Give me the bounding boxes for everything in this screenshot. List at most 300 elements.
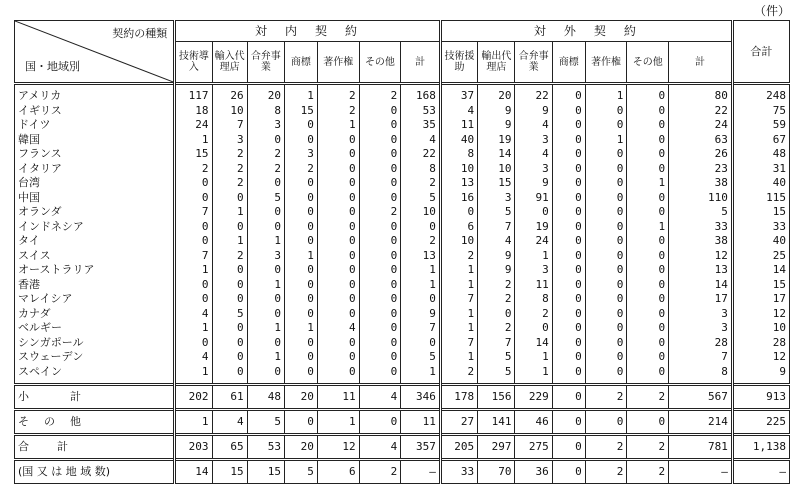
cell-value: 35 xyxy=(422,118,436,131)
cell-value: 0 xyxy=(658,263,666,276)
cell-value: 0 xyxy=(616,321,624,334)
cell-value: 567 xyxy=(669,385,733,410)
cell-value: 0 xyxy=(575,321,582,334)
cell-value: 1 xyxy=(467,263,475,276)
country-name: インドネシア xyxy=(18,219,84,233)
cell-value: 0 xyxy=(627,410,669,435)
domestic-group-header: 対 内 契 約 xyxy=(175,21,441,42)
subtotal-row xyxy=(15,385,790,410)
cell-value: 0 xyxy=(201,176,209,189)
cell-value: 0 xyxy=(307,263,314,276)
cell-value: 2 xyxy=(274,161,281,175)
value-column xyxy=(359,84,401,385)
cell-value: 248 xyxy=(766,89,786,102)
cell-value: 7 xyxy=(237,118,244,131)
cell-value: 2 xyxy=(237,248,244,262)
cell-value: 2 xyxy=(274,147,281,160)
cell-value: 0 xyxy=(274,364,281,378)
cell-value: 0 xyxy=(307,364,314,378)
cell-value: 275 xyxy=(515,435,552,460)
col-header: 技術援助 xyxy=(440,42,477,84)
total-row xyxy=(15,435,790,460)
cell-value: 141 xyxy=(478,410,515,435)
col-header: その他 xyxy=(627,42,669,84)
cell-value: 0 xyxy=(237,321,244,334)
cell-value: 2 xyxy=(237,161,244,175)
cell-value: 0 xyxy=(616,118,624,131)
country-name: シンガポール xyxy=(18,335,84,349)
cell-value: 0 xyxy=(658,248,666,262)
cell-value: 1 xyxy=(658,219,666,233)
cell-value: 5 xyxy=(429,190,436,204)
col-header: 合弁事業 xyxy=(515,42,552,84)
cell-value: 0 xyxy=(575,205,582,218)
cell-value: 0 xyxy=(390,103,398,117)
cell-value: 0 xyxy=(575,364,582,378)
cell-value: 9 xyxy=(542,176,549,189)
cell-value: 0 xyxy=(658,306,666,320)
value-column xyxy=(732,84,789,385)
cell-value: 15 xyxy=(772,205,786,218)
cell-value: 0 xyxy=(658,234,666,247)
unit-label: （件） xyxy=(753,4,790,18)
cell-value: 4 xyxy=(467,103,475,117)
cell-value: 6 xyxy=(467,219,475,233)
cell-value: 5 xyxy=(721,205,728,218)
cell-value: 53 xyxy=(422,103,436,117)
cell-value: 11 xyxy=(317,385,359,410)
cell-value: 0 xyxy=(542,205,549,218)
cell-value: 1 xyxy=(429,277,436,291)
country-name: フランス xyxy=(18,147,62,160)
cell-value: 8 xyxy=(274,103,281,117)
country-name: オーストラリア xyxy=(18,263,95,276)
cell-value: 2 xyxy=(585,385,627,410)
cell-value: 0 xyxy=(274,306,281,320)
cell-value: 2 xyxy=(201,161,209,175)
cell-value: 0 xyxy=(616,292,624,305)
cell-value: 0 xyxy=(359,410,401,435)
cell-value: 10 xyxy=(460,161,475,175)
cell-value: 9 xyxy=(504,118,512,131)
cell-value: 40 xyxy=(772,234,786,247)
cell-value: 48 xyxy=(247,385,284,410)
cell-value: 15 xyxy=(772,277,786,291)
cell-value: 1 xyxy=(274,321,281,334)
cell-value: 0 xyxy=(307,219,314,233)
cell-value: 0 xyxy=(575,118,582,131)
cell-value: 25 xyxy=(772,248,786,262)
cell-value: 12 xyxy=(317,435,359,460)
cell-value: 1 xyxy=(542,350,549,363)
cell-value: 0 xyxy=(237,190,244,204)
cell-value: 8 xyxy=(429,161,436,175)
cell-value: 28 xyxy=(772,335,786,349)
cell-value: 0 xyxy=(201,219,209,233)
cell-value: 0 xyxy=(201,234,209,247)
cell-value: 3 xyxy=(237,132,244,146)
cell-value: 4 xyxy=(542,147,549,160)
cell-value: 1 xyxy=(542,364,549,378)
cell-value: 61 xyxy=(212,385,247,410)
col-header: 著作権 xyxy=(585,42,627,84)
cell-value: 0 xyxy=(616,176,624,189)
cell-value: 33 xyxy=(440,460,477,484)
cell-value: 17 xyxy=(772,292,786,305)
cell-value: 14 xyxy=(714,277,728,291)
cell-value: 0 xyxy=(348,190,356,204)
cell-value: 67 xyxy=(772,132,786,146)
cell-value: 2 xyxy=(627,435,669,460)
cell-value: 0 xyxy=(237,292,244,305)
cell-value: 8 xyxy=(542,292,549,305)
cell-value: 2 xyxy=(627,460,669,484)
cell-value: 0 xyxy=(658,103,666,117)
cell-value: 0 xyxy=(575,190,582,204)
cell-value: 0 xyxy=(575,89,582,102)
cell-value: 8 xyxy=(467,147,475,160)
cell-value: 0 xyxy=(237,335,244,349)
cell-value: 0 xyxy=(658,335,666,349)
cell-value: 36 xyxy=(515,460,552,484)
cell-value: 0 xyxy=(390,306,398,320)
cell-value: 0 xyxy=(658,364,666,378)
cell-value: 0 xyxy=(201,277,209,291)
cell-value: 10 xyxy=(772,321,786,334)
cell-value: 225 xyxy=(732,410,789,435)
cell-value: 7 xyxy=(721,350,728,363)
other-row xyxy=(15,410,790,435)
cell-value: 0 xyxy=(658,190,666,204)
cell-value: 3 xyxy=(274,118,281,131)
cell-value: 1 xyxy=(201,132,209,146)
cell-value: 11 xyxy=(401,410,441,435)
col-header: 計 xyxy=(669,42,733,84)
grand-total-header: 合計 xyxy=(732,21,789,84)
cell-value: 214 xyxy=(669,410,733,435)
col-header: 合弁事業 xyxy=(247,42,284,84)
cell-value: 15 xyxy=(300,103,314,117)
cell-value: 3 xyxy=(542,132,549,146)
cell-value: 115 xyxy=(766,190,786,204)
cell-value: 75 xyxy=(772,103,786,117)
country-name: アメリカ xyxy=(18,89,62,102)
cell-value: 0 xyxy=(658,132,666,146)
cell-value: 65 xyxy=(212,435,247,460)
cell-value: 7 xyxy=(201,248,209,262)
cell-value: 1 xyxy=(542,248,549,262)
cell-value: 23 xyxy=(714,161,728,175)
cell-value: 38 xyxy=(714,234,728,247)
foreign-group-header: 対 外 契 約 xyxy=(440,21,732,42)
cell-value: 0 xyxy=(658,147,666,160)
cell-value: 0 xyxy=(616,306,624,320)
country-name: 香港 xyxy=(18,277,40,291)
cell-value: 15 xyxy=(212,460,247,484)
cell-value: 0 xyxy=(237,219,244,233)
cell-value: 1 xyxy=(307,321,314,334)
value-column xyxy=(317,84,359,385)
cell-value: 0 xyxy=(575,132,582,146)
cell-value: 0 xyxy=(390,335,398,349)
cell-value: 0 xyxy=(348,306,356,320)
cell-value: 3 xyxy=(542,161,549,175)
cell-value: 3 xyxy=(307,147,314,160)
col-header: 商標 xyxy=(552,42,585,84)
cell-value: 913 xyxy=(732,385,789,410)
cell-value: 297 xyxy=(478,435,515,460)
cell-value: 0 xyxy=(616,147,624,160)
cell-value: 7 xyxy=(467,335,475,349)
cell-value: 7 xyxy=(504,335,512,349)
country-name: ドイツ xyxy=(18,118,51,131)
cell-value: 0 xyxy=(307,176,314,189)
cell-value: 0 xyxy=(658,89,666,102)
cell-value: 26 xyxy=(714,147,728,160)
cell-value: 0 xyxy=(201,335,209,349)
cell-value: 0 xyxy=(616,263,624,276)
cell-value: 0 xyxy=(348,248,356,262)
col-header: 商標 xyxy=(284,42,317,84)
cell-value: 0 xyxy=(274,292,281,305)
country-name: スイス xyxy=(18,248,51,262)
cell-value: 0 xyxy=(390,292,398,305)
cell-value: 2 xyxy=(467,364,475,378)
cell-value: 31 xyxy=(772,161,786,175)
cell-value: 70 xyxy=(478,460,515,484)
cell-value: 12 xyxy=(772,306,786,320)
cell-value: 24 xyxy=(714,118,728,131)
cell-value: 22 xyxy=(422,147,436,160)
cell-value: 14 xyxy=(772,263,786,276)
row-label: 合 計 xyxy=(15,435,175,460)
cell-value: 13 xyxy=(714,263,728,276)
cell-value: 0 xyxy=(616,205,624,218)
cell-value: 0 xyxy=(348,176,356,189)
cell-value: 1 xyxy=(429,364,436,378)
cell-value: 12 xyxy=(714,248,728,262)
cell-value: 0 xyxy=(658,205,666,218)
cell-value: 15 xyxy=(247,460,284,484)
cell-value: 1 xyxy=(201,364,209,378)
cell-value: 2 xyxy=(307,161,314,175)
cell-value: 5 xyxy=(504,350,512,363)
cell-value: 0 xyxy=(237,364,244,378)
cell-value: 0 xyxy=(390,263,398,276)
cell-value: 0 xyxy=(616,277,624,291)
cell-value: 22 xyxy=(535,89,549,102)
cell-value: 0 xyxy=(237,263,244,276)
cell-value: 2 xyxy=(542,306,549,320)
cell-value: 4 xyxy=(429,132,436,146)
cell-value: 1 xyxy=(274,350,281,363)
value-column xyxy=(212,84,247,385)
cell-value: 0 xyxy=(348,292,356,305)
cell-value: 0 xyxy=(658,118,666,131)
cell-value: 1 xyxy=(274,234,281,247)
value-column xyxy=(401,84,441,385)
cell-value: 11 xyxy=(535,277,549,291)
cell-value: 0 xyxy=(616,103,624,117)
cell-value: 0 xyxy=(575,103,582,117)
cell-value: 3 xyxy=(721,321,728,334)
country-region-label: 国・地域別 xyxy=(25,60,80,73)
cell-value: 0 xyxy=(658,161,666,175)
cell-value: 19 xyxy=(498,132,512,146)
cell-value: 2 xyxy=(585,460,627,484)
cell-value: 0 xyxy=(390,161,398,175)
cell-value: 24 xyxy=(195,118,209,131)
cell-value: 1 xyxy=(616,89,624,102)
cell-value: 0 xyxy=(616,190,624,204)
value-column xyxy=(478,84,515,385)
cell-value: 0 xyxy=(274,132,281,146)
cell-value: 2 xyxy=(504,277,512,291)
cell-value: 229 xyxy=(515,385,552,410)
cell-value: 4 xyxy=(348,321,356,334)
cell-value: 0 xyxy=(575,306,582,320)
col-header: 輸入代理店 xyxy=(212,42,247,84)
row-label: 小 計 xyxy=(15,385,175,410)
cell-value: 9 xyxy=(429,306,436,320)
cell-value: 1 xyxy=(467,350,475,363)
cell-value: 0 xyxy=(585,410,627,435)
cell-value: — xyxy=(732,460,789,484)
contracts-table xyxy=(14,20,790,484)
cell-value: 5 xyxy=(504,205,512,218)
cell-value: 0 xyxy=(616,350,624,363)
cell-value: 2 xyxy=(585,435,627,460)
cell-value: 0 xyxy=(390,321,398,334)
cell-value: 0 xyxy=(390,234,398,247)
cell-value: 4 xyxy=(201,306,209,320)
cell-value: 0 xyxy=(348,147,356,160)
cell-value: 1 xyxy=(317,410,359,435)
cell-value: 0 xyxy=(575,248,582,262)
cell-value: 10 xyxy=(422,205,436,218)
cell-value: 0 xyxy=(575,147,582,160)
cell-value: 0 xyxy=(575,234,582,247)
value-column xyxy=(440,84,477,385)
cell-value: 9 xyxy=(542,103,549,117)
cell-value: 0 xyxy=(616,364,624,378)
cell-value: 178 xyxy=(440,385,477,410)
cell-value: 2 xyxy=(348,103,356,117)
cell-value: 0 xyxy=(575,292,582,305)
cell-value: 0 xyxy=(429,292,436,305)
cell-value: 0 xyxy=(575,161,582,175)
cell-value: 0 xyxy=(429,219,436,233)
cell-value: 3 xyxy=(274,248,281,262)
corner-header xyxy=(15,21,175,84)
cell-value: 59 xyxy=(772,118,786,131)
cell-value: 2 xyxy=(359,460,401,484)
cell-value: 1 xyxy=(237,234,244,247)
cell-value: 0 xyxy=(390,350,398,363)
cell-value: 0 xyxy=(429,335,436,349)
cell-value: 2 xyxy=(390,205,398,218)
cell-value: 1 xyxy=(616,132,624,146)
cell-value: 0 xyxy=(348,263,356,276)
cell-value: 346 xyxy=(401,385,441,410)
cell-value: 4 xyxy=(201,350,209,363)
cell-value: 18 xyxy=(195,103,209,117)
cell-value: 0 xyxy=(390,190,398,204)
cell-value: 4 xyxy=(542,118,549,131)
cell-value: 0 xyxy=(237,277,244,291)
cell-value: 0 xyxy=(307,306,314,320)
cell-value: 0 xyxy=(274,335,281,349)
cell-value: 33 xyxy=(714,219,728,233)
cell-value: 26 xyxy=(230,89,244,102)
cell-value: 0 xyxy=(575,176,582,189)
cell-value: 0 xyxy=(201,292,209,305)
cell-value: 2 xyxy=(627,385,669,410)
cell-value: 1 xyxy=(201,263,209,276)
cell-value: 4 xyxy=(504,234,512,247)
cell-value: 0 xyxy=(616,219,624,233)
cell-value: 16 xyxy=(460,190,475,204)
cell-value: 0 xyxy=(274,176,281,189)
cell-value: 1 xyxy=(658,176,666,189)
cell-value: 33 xyxy=(772,219,786,233)
cell-value: 1 xyxy=(467,321,475,334)
cell-value: 46 xyxy=(515,410,552,435)
cell-value: 7 xyxy=(504,219,512,233)
cell-value: 5 xyxy=(504,364,512,378)
cell-value: 0 xyxy=(307,350,314,363)
country-name: スペイン xyxy=(18,364,62,378)
country-list xyxy=(15,84,175,385)
cell-value: 91 xyxy=(535,190,549,204)
cell-value: 0 xyxy=(307,335,314,349)
cell-value: 202 xyxy=(175,385,212,410)
country-rows xyxy=(15,84,790,385)
cell-value: 1,138 xyxy=(732,435,789,460)
cell-value: 2 xyxy=(467,248,475,262)
cell-value: 0 xyxy=(348,277,356,291)
cell-value: 0 xyxy=(307,132,314,146)
cell-value: 20 xyxy=(284,435,317,460)
cell-value: 0 xyxy=(201,190,209,204)
cell-value: 10 xyxy=(498,161,512,175)
cell-value: 5 xyxy=(237,306,244,320)
country-name: カナダ xyxy=(18,306,51,320)
cell-value: 0 xyxy=(575,219,582,233)
cell-value: 0 xyxy=(616,161,624,175)
cell-value: 40 xyxy=(772,176,786,189)
cell-value: 0 xyxy=(274,205,281,218)
col-header: 技術導入 xyxy=(175,42,212,84)
cell-value: 0 xyxy=(348,234,356,247)
cell-value: 0 xyxy=(390,176,398,189)
col-header: その他 xyxy=(359,42,401,84)
cell-value: 20 xyxy=(284,385,317,410)
cell-value: 4 xyxy=(212,410,247,435)
cell-value: 3 xyxy=(721,306,728,320)
cell-value: 0 xyxy=(616,234,624,247)
cell-value: 2 xyxy=(504,321,512,334)
cell-value: 0 xyxy=(552,385,585,410)
value-column xyxy=(669,84,733,385)
cell-value: 9 xyxy=(504,263,512,276)
cell-value: 0 xyxy=(390,364,398,378)
cell-value: 3 xyxy=(542,263,549,276)
cell-value: 357 xyxy=(401,435,441,460)
cell-value: 2 xyxy=(237,176,244,189)
cell-value: 0 xyxy=(575,277,582,291)
country-name: オランダ xyxy=(18,205,62,218)
